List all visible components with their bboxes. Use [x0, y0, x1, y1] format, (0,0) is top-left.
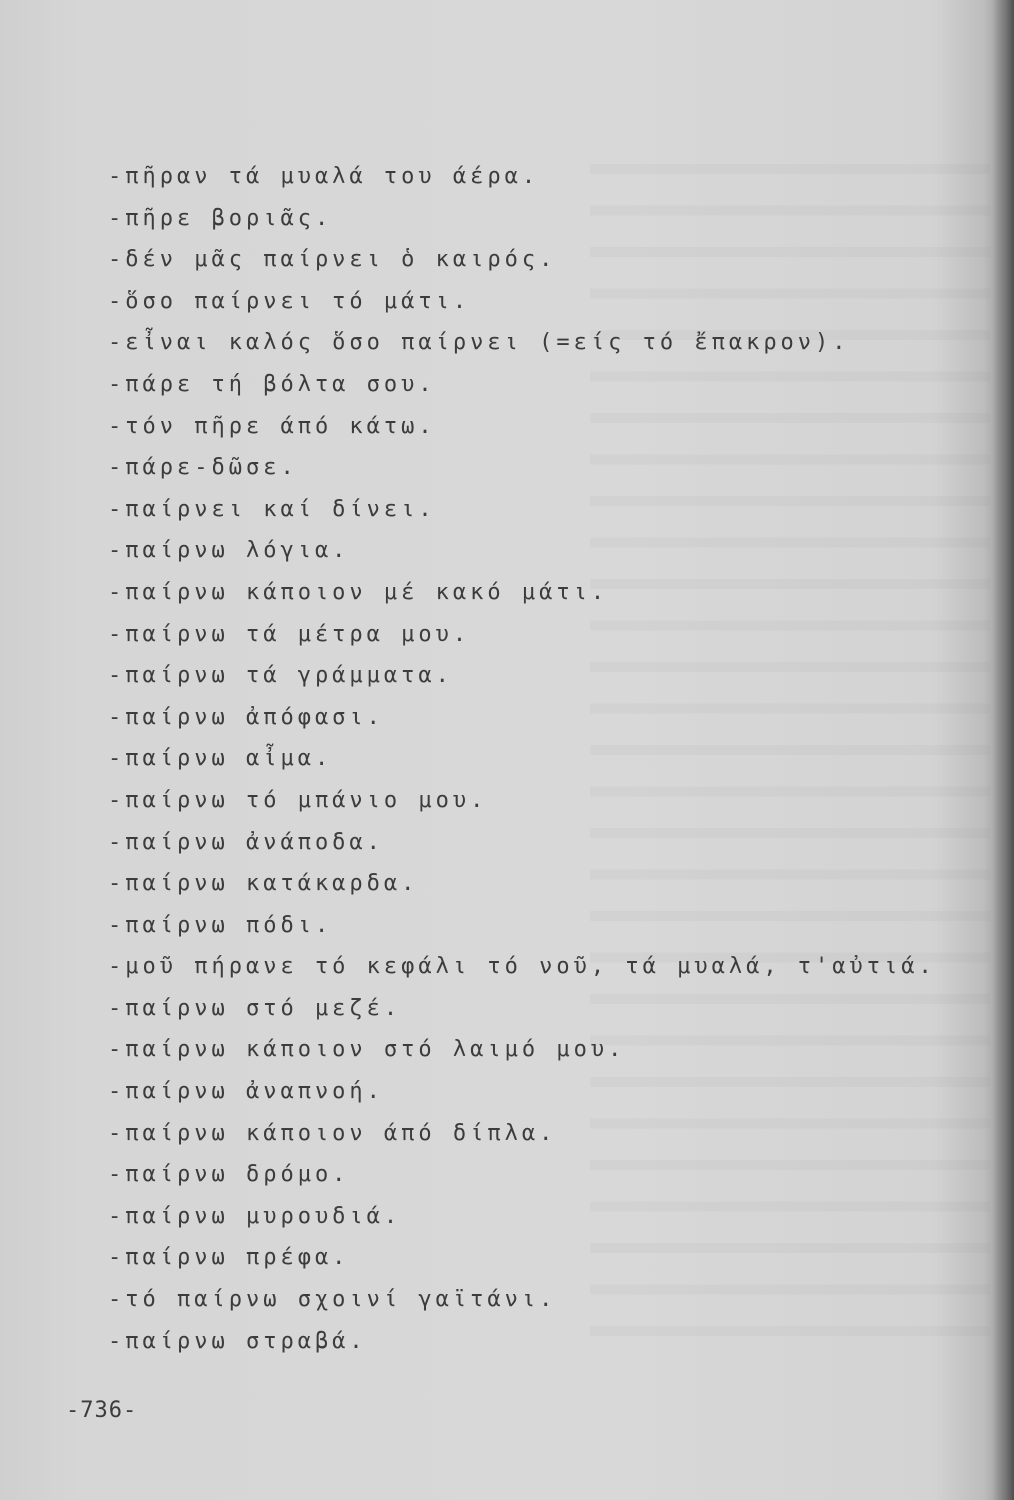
- phrase-line: -παίρνω τό μπάνιο μου.: [108, 787, 488, 813]
- phrase-line: -εἶναι καλός ὅσο παίρνει (=είς τό ἔπακρον).: [108, 330, 850, 356]
- phrase-line: -πῆραν τά μυαλά του άέρα.: [108, 164, 540, 189]
- phrase-line: -παίρνω στό μεζέ.: [108, 995, 402, 1021]
- phrase-line: -παίρνω στραβά.: [108, 1328, 367, 1354]
- phrase-line: -παίρνω κάποιον στό λαιμό μου.: [108, 1037, 626, 1063]
- phrase-line: -πάρε τή βόλτα σου.: [108, 371, 436, 397]
- phrase-line: -παίρνω ἀναπνοή.: [108, 1079, 384, 1105]
- phrase-line: -ὅσο παίρνει τό μάτι.: [108, 288, 471, 314]
- phrase-line: -δέν μᾶς παίρνει ὁ καιρός.: [108, 247, 557, 273]
- phrase-line: -παίρνω κατάκαρδα.: [108, 871, 419, 897]
- phrase-line: -παίρνω μυρουδιά.: [108, 1203, 402, 1229]
- phrase-line: -παίρνω δρόμο.: [108, 1162, 350, 1188]
- phrase-line: -τό παίρνω σχοινί γαϊτάνι.: [108, 1287, 557, 1313]
- phrase-line: -πῆρε βοριᾶς.: [108, 205, 333, 231]
- phrase-line: -πάρε-δῶσε.: [108, 455, 298, 481]
- phrase-line: -παίρνω πόδι.: [108, 912, 333, 938]
- phrase-line: -παίρνει καί δίνει.: [108, 496, 436, 522]
- phrase-line: -παίρνω λόγια.: [108, 538, 350, 564]
- phrase-line: -παίρνω κάποιον μέ κακό μάτι.: [108, 579, 609, 605]
- phrase-line: -παίρνω αἶμα.: [108, 746, 333, 772]
- phrase-line: -παίρνω ἀνάποδα.: [108, 829, 384, 855]
- phrase-list: [108, 156, 936, 1362]
- phrase-line: -παίρνω πρέφα.: [108, 1245, 350, 1271]
- phrase-line: -παίρνω τά γράμματα.: [108, 663, 453, 689]
- phrase-line: -παίρνω ἀπόφασι.: [108, 704, 384, 730]
- phrase-line: -παίρνω τά μέτρα μου.: [108, 621, 471, 647]
- page-number: -736-: [66, 1398, 138, 1423]
- phrase-line: -παίρνω κάποιον άπό δίπλα.: [108, 1120, 557, 1146]
- phrase-line: -τόν πῆρε άπό κάτω.: [108, 413, 436, 439]
- page-spine-shadow: [992, 0, 1014, 1500]
- phrase-line: -μοῦ πήρανε τό κεφάλι τό νοῦ, τά μυαλά, τ'αὐτιά.: [108, 954, 936, 980]
